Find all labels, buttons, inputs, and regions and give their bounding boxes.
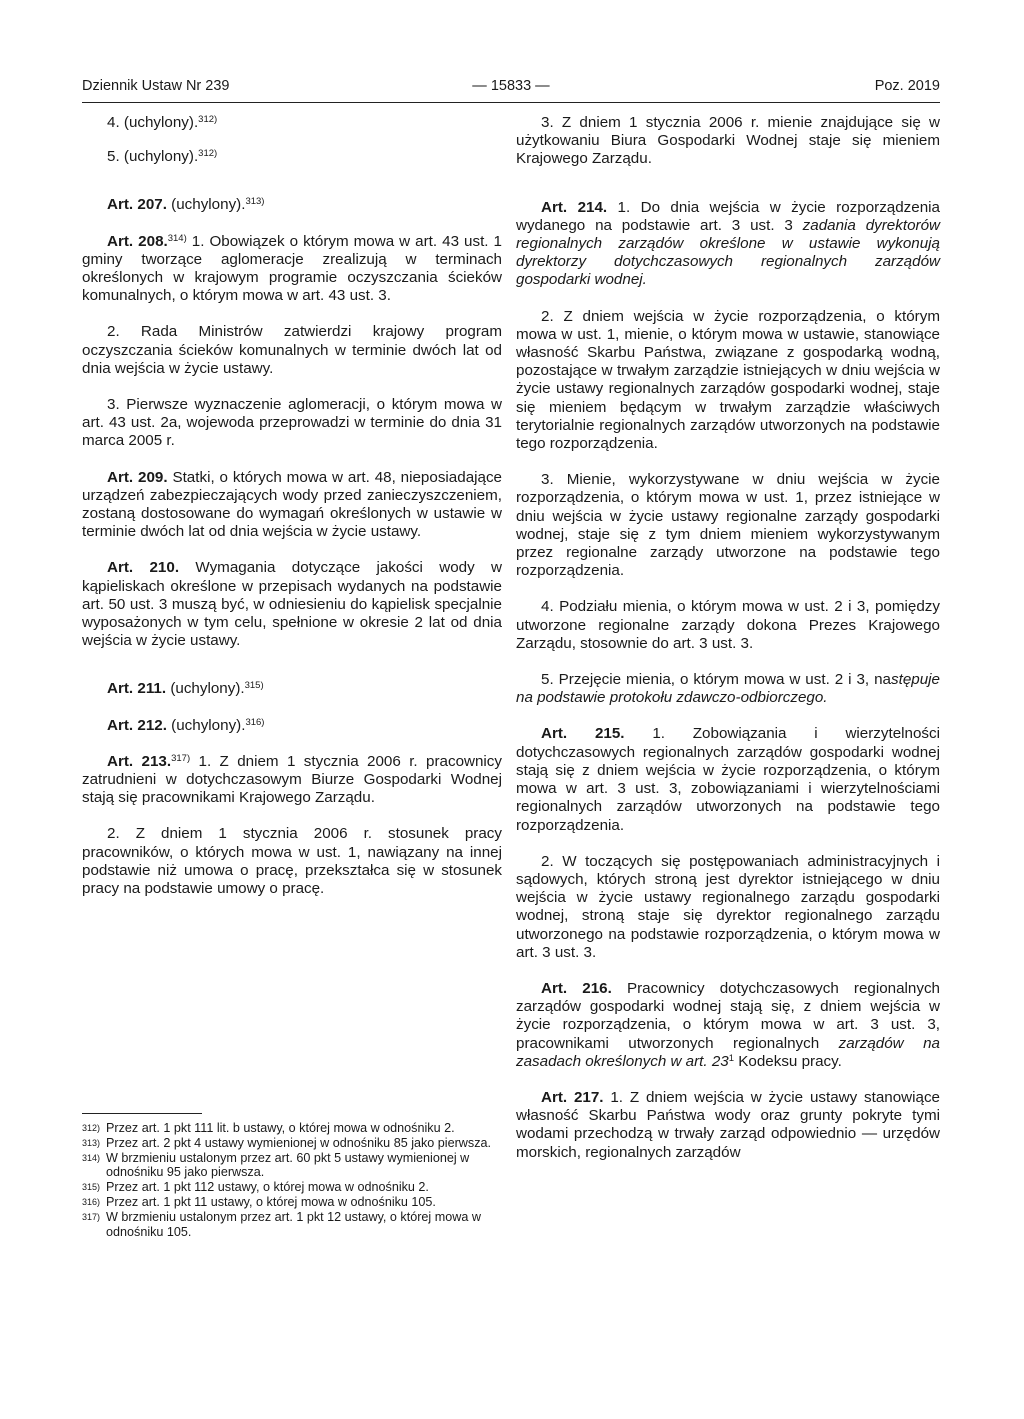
article-210: Art. 210. Wymagania dotyczące jakości wody w kąpieliskach określone w przepisach wydanych na podstawie art. 50 ust. 3 muszą być, w odniesieniu do kąpielisk specjalnie wyposażonych w tym celu, spełnione w okresie 2 lat od dnia wejścia w życie ustawy. (82, 559, 502, 650)
article-208-3: 3. Pierwsze wyznaczenie aglomeracji, o którym mowa w art. 43 ust. 2a, wojewoda przeprowadzi w terminie do dnia 31 marca 2005 r. (82, 396, 502, 450)
footnote: 317) W brzmieniu ustalonym przez art. 1 pkt 12 ustawy, o której mowa w odnośniku 105. (82, 1209, 481, 1239)
article-208-2: 2. Rada Ministrów zatwierdzi krajowy program oczyszczania ścieków komunalnych w terminie dwóch lat od dnia wejścia w życie ustawy. (82, 323, 502, 377)
footnote-ref[interactable]: 316) (245, 716, 265, 728)
footnote-divider (82, 1113, 202, 1114)
position-number: Poz. 2019 (874, 78, 940, 94)
footnote: 313) Przez art. 2 pkt 4 ustawy wymienionej w odnośniku 85 jako pierwsza. (82, 1135, 491, 1150)
article-214-4: 4. Podziału mienia, o którym mowa w ust. 2 i 3, pomiędzy utworzone regionalne zarządy dokona Prezes Krajowego Zarządu, stosownie do art. 3 ust. 3. (516, 598, 940, 652)
footnotes (82, 1121, 502, 1239)
right-column (516, 114, 940, 1180)
article-211: Art. 211. (uchylony).$^{315)}$ (107, 680, 264, 698)
left-column (82, 114, 502, 916)
journal-title: Dziennik Ustaw Nr 239 (82, 78, 230, 94)
footnote: 314) W brzmieniu ustalonym przez art. 60 pkt 5 ustawy wymienionej w odnośniku 95 jako pierwsza. (82, 1150, 470, 1180)
footnote: 315) Przez art. 1 pkt 112 ustawy, o której mowa w odnośniku 2. (82, 1180, 429, 1195)
footnote-ref[interactable]: 313) (245, 196, 265, 208)
article-209: Art. 209. Statki, o których mowa w art. 48, nieposiadające urządzeń zabezpieczających wody przed zanieczyszczeniem, zostaną dostosowane do wymagań określonych w ustawie w terminie dwóch lat od dnia wejścia w życie ustawy. (82, 468, 502, 541)
article-215: Art. 215. 1. Zobowiązania i wierzytelności dotychczasowych regionalnych zarządów gospodarki wodnej stają się z dniem wejścia w życie rozporządzenia, o którym mowa w art. 3 ust. 3, zobowiązaniami i wierzytelnościami regionalnych zarządów utworzonych na podstawie tego rozporządzenia. (516, 725, 940, 834)
footnote-ref[interactable]: 314) (167, 232, 187, 244)
article-213-3: 3. Z dniem 1 stycznia 2006 r. mienie znajdujące się w użytkowaniu Biura Gospodarki Wodnej staje się mieniem Krajowego Zarządu. (516, 114, 940, 168)
paragraph-4: 4. (uchylony).$^{312)}$ (107, 114, 218, 131)
footnote-ref[interactable]: 312) (198, 148, 218, 160)
article-214-3: 3. Mienie, wykorzystywane w dniu wejścia w życie rozporządzenia, o którym mowa w ust. 1, przez istniejące w dniu wejścia w życie ustawy regionalne zarządy gospodarki wodnej, staje się z tym dniem mieniem wykorzystywanym przez regionalne zarządy utworzone na podstawie tego rozporządzenia. (516, 471, 940, 580)
footnote: 312) Przez art. 1 pkt 111 lit. b ustawy, o której mowa w odnośniku 2. (82, 1121, 455, 1135)
article-215-2: 2. W toczących się postępowaniach administracyjnych i sądowych, których stroną jest dyrektor istniejącego w dniu wejścia w życie ustawy regionalnego zarządu gospodarki wodnej, stroną staje się dyrektor regionalnego zarządu utworzonego na podstawie rozporządzenia, o którym mowa w art. 3 ust. 3. (516, 852, 940, 961)
article-214: Art. 214. 1. Do dnia wejścia w życie rozporządzenia wydanego na podstawie art. 3 ust. 3 zadania dyrektorów regionalnych zarządów określone w ustawie wykonują dyrektorzy dotychczasowych regionalnych zarządów gospodarki wodnej. (516, 198, 940, 289)
article-213-2: 2. Z dniem 1 stycznia 2006 r. stosunek pracy pracowników, o których mowa w ust. 1, nawiązany na innej podstawie niż umowa o pracę, przekształca się w stosunek pracy na podstawie umowy o pracę. (82, 825, 502, 898)
footnote: 316) Przez art. 1 pkt 11 ustawy, o której mowa w odnośniku 105. (82, 1194, 436, 1209)
footnote-ref[interactable]: 312) (198, 114, 218, 125)
article-213: Art. 213.$^{317)}$ 1. Z dniem 1 stycznia 2006 r. pracownicy zatrudnieni w dotychczasowym Biurze Gospodarki Wodnej stają się pracownikami Krajowego Zarządu. (82, 752, 502, 807)
article-216: Art. 216. Pracownicy dotychczasowych regionalnych zarządów gospodarki wodnej stają się, z dniem wejścia w życie rozporządzenia, o którym mowa w art. 3 ust. 3, pracownikami utworzonych regionalnych zarządów na zasadach określonych w art. $23^1$ Kodeksu pracy. (516, 979, 941, 1070)
article-212: Art. 212. (uchylony).$^{316)}$ (107, 716, 265, 734)
page-number: — 15833 — (472, 78, 550, 94)
article-208: Art. 208.$^{314)}$ 1. Obowiązek o którym mowa w art. 43 ust. 1 gminy tworzące aglomeracje zrealizują w terminach określonych w krajowym programie oczyszczania ścieków komunalnych, o którym mowa w art. 43 ust. 3. (82, 232, 502, 305)
page-header (82, 78, 940, 103)
article-207: Art. 207. (uchylony).$^{313)}$ (107, 196, 265, 214)
paragraph-5: 5. (uchylony).$^{312)}$ (107, 148, 218, 166)
footnote-ref[interactable]: 317) (171, 752, 191, 764)
article-214-2: 2. Z dniem wejścia w życie rozporządzenia, o którym mowa w ust. 1, mienie, o którym mowa w ustawie, stanowiące własność Skarbu Państwa, związane z gospodarką wodną, pozostające w trwałym zarządzie istniejących w dniu wejścia w życie ustawy regionalnych zarządów gospodarki wodnej, staje się mieniem będącym w trwałym zarządzie właściwych terytorialnie regionalnych zarządów utworzonych na podstawie tego rozporządzenia. (516, 307, 940, 453)
footnote-ref[interactable]: 315) (244, 680, 264, 692)
article-217: Art. 217. 1. Z dniem wejścia w życie ustawy stanowiące własność Skarbu Państwa wody oraz grunty pokryte tymi wodami przechodzą w trwały zarząd odpowiednio — urzędów morskich, regionalnych zarządów (516, 1088, 941, 1161)
article-214-5: 5. Przejęcie mienia, o którym mowa w ust. 2 i 3, następuje na podstawie protokołu zdawczo-odbiorczego. (516, 671, 940, 707)
